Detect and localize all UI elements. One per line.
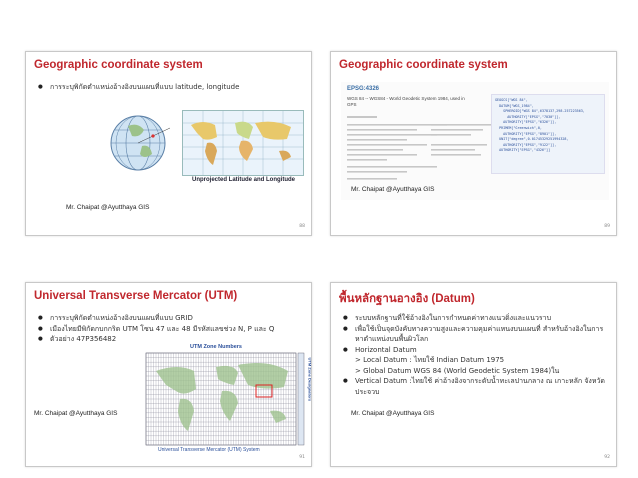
slide-title: พื้นหลักฐานอางอิง (Datum) [339, 293, 475, 305]
globe-figure [108, 112, 178, 174]
bullet-list [36, 313, 306, 345]
page-number: 92 [604, 455, 610, 460]
credit-text: Mr. Chaipat @Ayutthaya GIS [351, 186, 435, 193]
epsg-details-2 [431, 114, 493, 198]
slide-title: Geographic coordinate system [339, 59, 508, 71]
wkt-line: SPHEROID["WGS 84",6378137,298.257223563, [495, 109, 585, 114]
sub-item: > Local Datum : ไทยใช้ Indian Datum 1975 [355, 356, 505, 364]
wkt-panel [491, 94, 605, 174]
bullet-item: ● เพื่อใช้เป็นจุดบังคับทางความสูงและความคุมค่าแหนงบนแผนที่ สำหรับอ้างอิงในการหาตำแหน่งบนพื้นผิวโลก [341, 324, 611, 345]
world-map-figure [182, 110, 304, 176]
bullet-item: ● การระบุพิกัดตำแหน่งอ้างอิงบนแผนที่แบบ GRID [36, 313, 306, 324]
bullet-item: ● ระบบหลักฐานที่ใช้อ้างอิงในการกำหนดค่าทางแนวดิ่งและแนวราบ [341, 313, 611, 324]
page-number: 89 [604, 224, 610, 229]
wkt-line: GEOGCS["WGS 84", [495, 98, 528, 102]
slide-title: Geographic coordinate system [34, 59, 203, 71]
credit-text: Mr. Chaipat @Ayutthaya GIS [34, 410, 118, 417]
slide-utm [25, 282, 312, 467]
wkt-line: AUTHORITY["EPSG","6326"]], [495, 120, 557, 125]
bullet-item: ● ตัวอย่าง 47P356482 [36, 334, 306, 345]
wkt-line: AUTHORITY["EPSG","4326"]] [495, 148, 551, 153]
wkt-line: UNIT["degree",0.01745329251994328, [495, 137, 569, 142]
slide-geographic-1 [25, 51, 312, 236]
wkt-text [492, 95, 604, 157]
bullet-item: ● การระบุพิกัดตำแหน่งอ้างอิงบนแผนที่แบบ latitude, longitude [36, 82, 306, 93]
sub-item: > Global Datum WGS 84 (World Geodetic System 1984)ใน [355, 366, 560, 375]
slide-datum [330, 282, 617, 467]
wkt-line: PRIMEM["Greenwich",0, [495, 125, 542, 130]
slide-geographic-2 [330, 51, 617, 236]
wkt-line: AUTHORITY["EPSG","7030"]], [495, 114, 561, 119]
slide-title: Universal Transverse Mercator (UTM) [34, 290, 238, 302]
credit-text: Mr. Chaipat @Ayutthaya GIS [351, 410, 435, 417]
utm-zone-map [138, 341, 313, 459]
map-footer: Universal Transverse Mercator (UTM) System [158, 447, 260, 453]
bullet-list [341, 313, 611, 397]
map-title: UTM Zone Numbers [190, 344, 242, 350]
figure-caption: Unprojected Latitude and Longitude [192, 177, 295, 183]
epsg-screenshot [341, 82, 609, 200]
wkt-line: DATUM["WGS_1984", [495, 103, 534, 108]
page-number: 88 [299, 224, 305, 229]
bullet-item: ● เมืองไทยมีพิกัดกบกกริด UTM โซน 47 และ 48 มีรหัสแลขช่วง N, P และ Q [36, 324, 280, 335]
wkt-line: AUTHORITY["EPSG","8901"]], [495, 131, 557, 136]
bullet-item: ● Horizontal Datum [341, 345, 611, 356]
map-side-label: UTM Zone Designators [307, 357, 313, 402]
page-number: 91 [299, 455, 305, 460]
bullet-list [36, 82, 306, 93]
bullet-item: ● Vertical Datum :ไทยใช้ ค่าอ้างอิงจากระดับน้ำทะเลปานกลาง ณ เกาะหลัก จังหวัดประจวบ [341, 376, 611, 397]
epsg-code: EPSG:4326 [347, 86, 380, 92]
epsg-description: WGS 84 -- WGS84 - World Geodetic System 1984, used in GPS [347, 96, 465, 107]
credit-text: Mr. Chaipat @Ayutthaya GIS [66, 204, 150, 211]
wkt-line: AUTHORITY["EPSG","9122"]], [495, 142, 557, 147]
